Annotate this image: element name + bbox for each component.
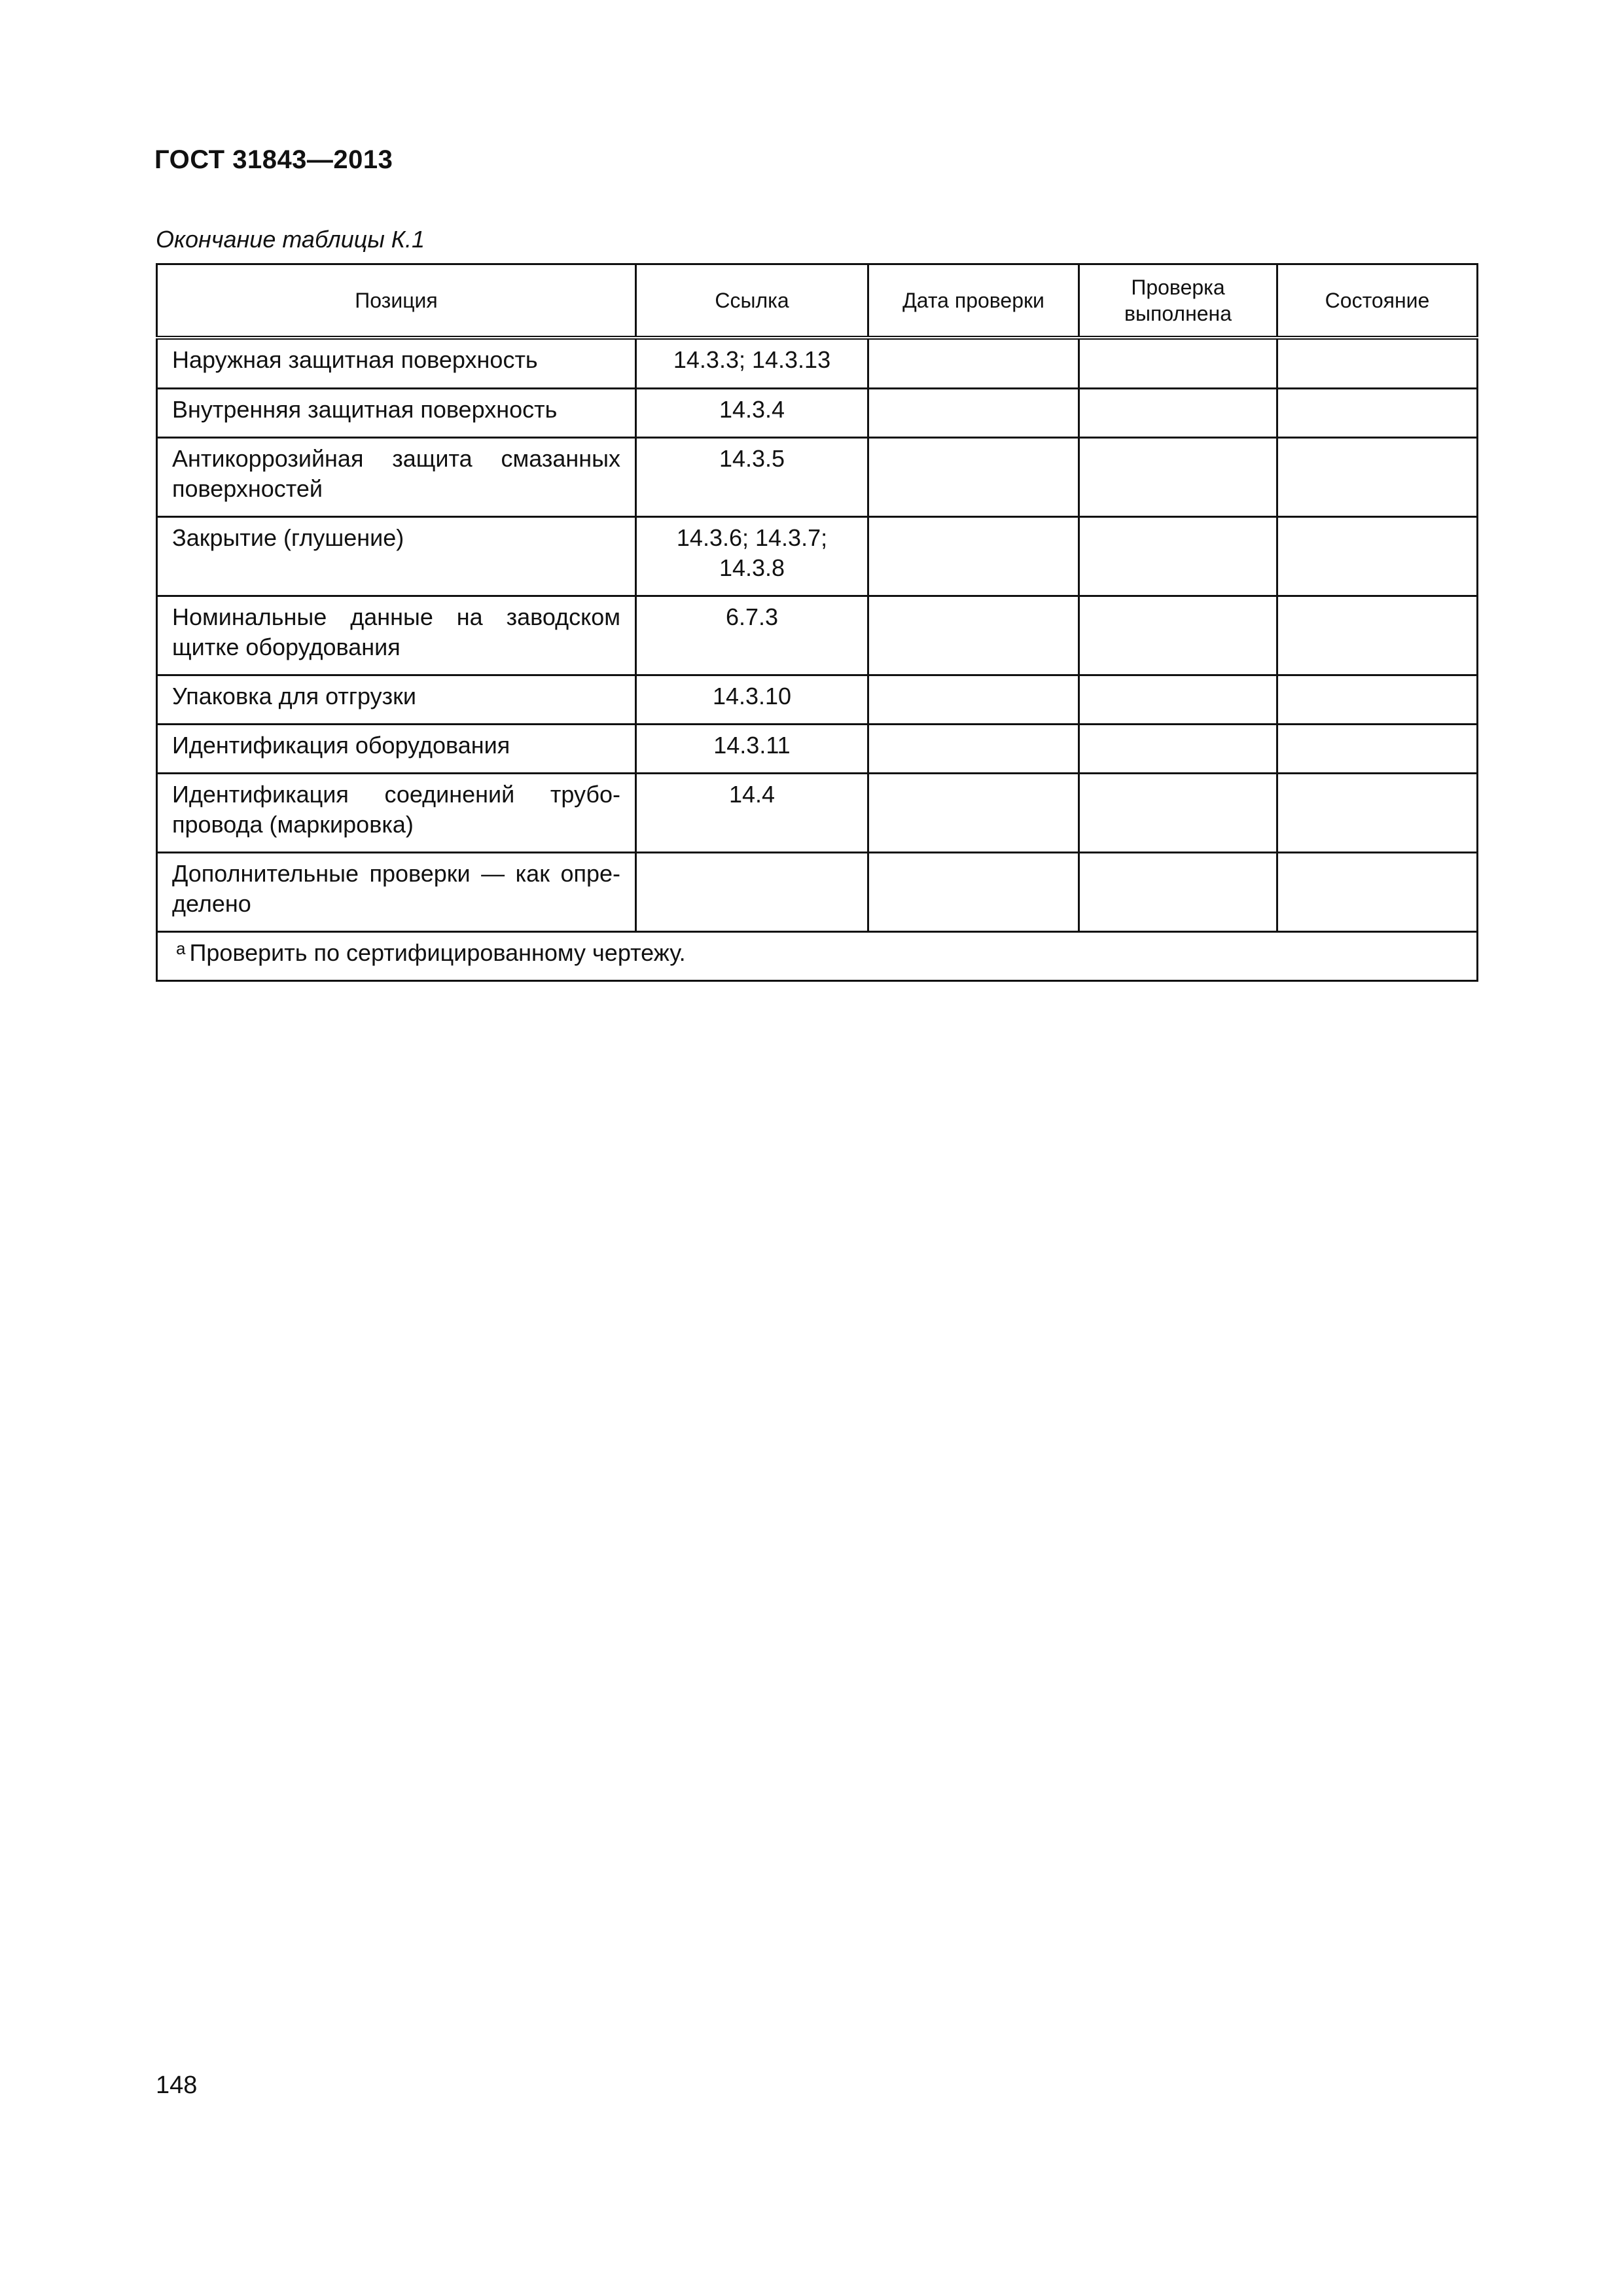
cell-check-done — [1079, 675, 1277, 725]
cell-status — [1277, 774, 1478, 853]
column-header-status: Состояние — [1277, 264, 1478, 338]
table-row — [157, 438, 1478, 517]
cell-position: Упаковка для отгрузки — [157, 675, 636, 725]
cell-reference: 14.3.5 — [636, 438, 868, 517]
cell-check-date — [868, 596, 1079, 675]
cell-status — [1277, 675, 1478, 725]
table-footnote-row — [157, 932, 1478, 981]
cell-check-done — [1079, 517, 1277, 596]
cell-check-date — [868, 725, 1079, 774]
cell-check-done — [1079, 853, 1277, 932]
cell-position: Наружная защитная поверхность — [157, 338, 636, 389]
table-row — [157, 517, 1478, 596]
cell-position: Дополнительные проверки — как определено — [157, 853, 636, 932]
cell-position: Антикоррозийная защита смазанных поверхностей — [157, 438, 636, 517]
cell-position: Идентификация соединений трубопровода (маркировка) — [157, 774, 636, 853]
table-row — [157, 774, 1478, 853]
column-header-check-done: Проверка выполнена — [1079, 264, 1277, 338]
page-number: 148 — [156, 2072, 198, 2099]
cell-check-date — [868, 853, 1079, 932]
cell-status — [1277, 517, 1478, 596]
table-row — [157, 853, 1478, 932]
table-row — [157, 596, 1478, 675]
cell-reference: 14.3.6; 14.3.7; 14.3.8 — [636, 517, 868, 596]
inspection-table — [156, 263, 1478, 982]
cell-status — [1277, 389, 1478, 438]
footnote-text: Проверить по сертифицированному чертежу. — [189, 939, 686, 966]
table-row — [157, 338, 1478, 389]
cell-check-date — [868, 438, 1079, 517]
cell-position: Идентификация оборудования — [157, 725, 636, 774]
table-row — [157, 725, 1478, 774]
cell-status — [1277, 725, 1478, 774]
document-standard-title: ГОСТ 31843—2013 — [154, 145, 393, 174]
cell-check-date — [868, 389, 1079, 438]
cell-reference: 14.3.3; 14.3.13 — [636, 338, 868, 389]
table-caption: Окончание таблицы К.1 — [156, 226, 425, 253]
table-row — [157, 389, 1478, 438]
cell-reference: 14.3.4 — [636, 389, 868, 438]
cell-check-done — [1079, 774, 1277, 853]
cell-status — [1277, 596, 1478, 675]
cell-position: Номинальные данные на заводском щитке оборудования — [157, 596, 636, 675]
cell-reference: 14.4 — [636, 774, 868, 853]
footnote-mark: а — [176, 939, 186, 958]
column-header-position: Позиция — [157, 264, 636, 338]
column-header-reference: Ссылка — [636, 264, 868, 338]
cell-status — [1277, 338, 1478, 389]
column-header-check-date: Дата проверки — [868, 264, 1079, 338]
cell-check-date — [868, 517, 1079, 596]
table-header-row — [157, 264, 1478, 338]
cell-status — [1277, 853, 1478, 932]
table-row — [157, 675, 1478, 725]
cell-check-date — [868, 774, 1079, 853]
cell-reference: 6.7.3 — [636, 596, 868, 675]
cell-check-done — [1079, 596, 1277, 675]
cell-check-done — [1079, 389, 1277, 438]
cell-check-done — [1079, 438, 1277, 517]
cell-position: Закрытие (глушение) — [157, 517, 636, 596]
cell-position: Внутренняя защитная поверхность — [157, 389, 636, 438]
table-footnote — [157, 932, 1478, 981]
cell-check-date — [868, 338, 1079, 389]
cell-check-done — [1079, 725, 1277, 774]
cell-reference — [636, 853, 868, 932]
cell-status — [1277, 438, 1478, 517]
cell-check-done — [1079, 338, 1277, 389]
cell-reference: 14.3.10 — [636, 675, 868, 725]
cell-check-date — [868, 675, 1079, 725]
cell-reference: 14.3.11 — [636, 725, 868, 774]
